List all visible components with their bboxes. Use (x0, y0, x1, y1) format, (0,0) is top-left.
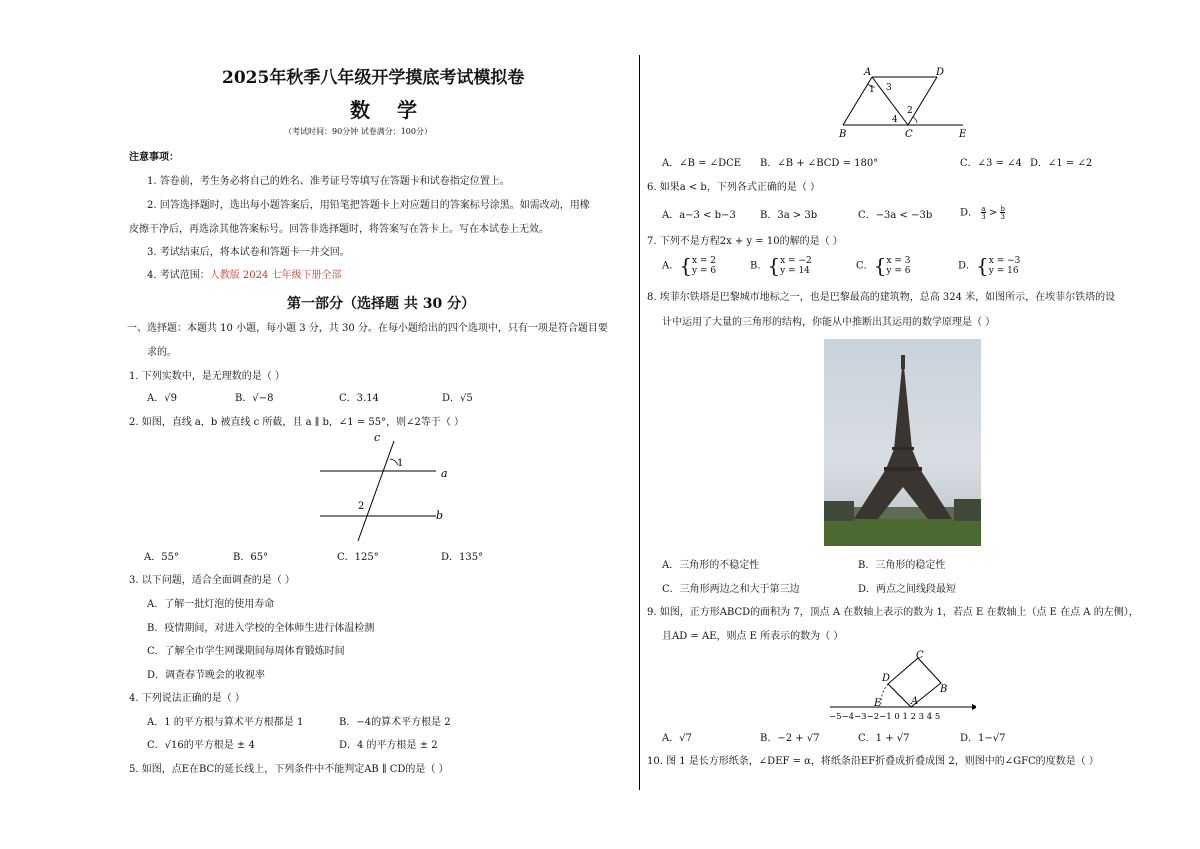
option-d: D．两点之间线段最短 (858, 584, 957, 595)
parallelogram-figure (835, 65, 975, 141)
question-stem: 7. 下列不是方程2x + y = 10的解的是（ ） (647, 236, 843, 247)
label-angle-3: 3 (886, 83, 892, 93)
option-a: A．55° (144, 552, 179, 563)
label-A: A (911, 696, 919, 707)
exam-title: 2025年秋季八年级开学摸底考试模拟卷 (222, 68, 525, 88)
option-d: D．1−√7 (960, 733, 1006, 744)
parallel-lines-figure (318, 433, 458, 545)
option-d: D．√5 (442, 393, 473, 404)
question-stem: 且AD = AE，则点 E 所表示的数为（ ） (662, 631, 844, 642)
option-a: A．1 的平方根与算术平方根都是 1 (147, 717, 304, 728)
option-a: A．a−3 < b−3 (662, 210, 736, 221)
notice-item: 皮擦干净后，再选涂其他答案标号。回答非选择题时，将答案写在答卡上。写在本试卷上无效。 (129, 224, 549, 235)
option-d: D．4 的平方根是 ± 2 (339, 740, 438, 751)
label-angle-1: 1 (397, 458, 404, 469)
question-stem: 5. 如图，点E在BC的延长线上，下列条件中不能判定AB ∥ CD的是（ ） (129, 764, 449, 775)
option-b: B．−2 + √7 (760, 733, 820, 744)
label-b: b (436, 509, 444, 522)
option-b: B．√−8 (235, 393, 274, 404)
option-d: D．调查春节晚会的收视率 (147, 670, 266, 681)
label-D: D (882, 673, 891, 684)
option-b: B．{x = −2 y = 14 (750, 253, 812, 278)
exam-scope: 人教版 2024 七年级下册全部 (209, 270, 342, 281)
option-c: C．三角形两边之和大于第三边 (662, 584, 800, 595)
number-line-figure (826, 648, 976, 724)
question-stem: 4. 下列说法正确的是（ ） (129, 693, 245, 704)
label-c: c (374, 433, 381, 444)
label-angle-4: 4 (892, 115, 898, 125)
label-angle-2: 2 (907, 106, 913, 116)
label-C: C (916, 650, 924, 661)
notice-item: 1. 答卷前，考生务必将自己的姓名、准考证号等填写在答题卡和试卷指定位置上。 (147, 176, 510, 187)
option-c: C．了解全市学生网课期间每周体育锻炼时间 (147, 646, 345, 657)
part1-intro: 一、选择题：本题共 10 小题，每小题 3 分，共 30 分。在每小题给出的四个选项中，只有一项是符合题目要 (127, 323, 608, 334)
notice-title: 注意事项： (129, 152, 179, 163)
option-b: B．−4的算术平方根是 2 (339, 717, 451, 728)
option-a: A．∠B = ∠DCE (662, 158, 742, 169)
label-B: B (839, 129, 847, 140)
option-c: C．−3a < −3b (858, 210, 933, 221)
option-b: B．三角形的稳定性 (858, 560, 946, 571)
label-a: a (441, 467, 448, 480)
option-c: C．√16的平方根是 ± 4 (147, 740, 255, 751)
label-E: E (959, 129, 967, 140)
label-B: B (940, 684, 948, 695)
column-divider (639, 55, 640, 790)
question-stem: 2. 如图，直线 a，b 被直线 c 所截，且 a ∥ b，∠1 = 55°，则∠2等于（ ） (129, 417, 465, 428)
label-A: A (864, 67, 872, 78)
question-stem: 计中运用了大量的三角形的结构，你能从中推断出其运用的数学原理是（ ） (662, 317, 996, 328)
label-angle-1: 1 (869, 85, 875, 95)
label-angle-2: 2 (358, 501, 365, 512)
option-c: C．125° (337, 552, 379, 563)
notice-item: 4. 考试范围：人教版 2024 七年级下册全部 (147, 270, 342, 281)
eiffel-tower-photo (824, 339, 981, 546)
question-stem: 8. 埃菲尔铁塔是巴黎城市地标之一，也是巴黎最高的建筑物，总高 324 米，如图所示，在埃菲尔铁塔的设 (647, 292, 1116, 303)
notice-item: 2. 回答选择题时，选出每小题答案后，用铅笔把答题卡上对应题目的答案标号涂黑。如需改动，用橡 (147, 200, 590, 211)
option-a: A．{x = 2 y = 6 (662, 253, 717, 278)
option-c: C．1 + √7 (858, 733, 910, 744)
question-stem: 3. 以下问题，适合全面调查的是（ ） (129, 575, 295, 586)
question-stem: 6. 如果a < b，下列各式正确的是（ ） (647, 182, 820, 193)
option-d: D．{x = −3 y = 16 (958, 253, 1021, 278)
part1-title: 第一部分（选择题 共 30 分） (287, 296, 476, 312)
option-d: D． $\frac{a}{3} > \frac{b}{3}$ (960, 205, 1005, 221)
option-a: A．√9 (147, 393, 177, 404)
option-d: D．135° (441, 552, 484, 563)
exam-info: （考试时间：90分钟 试卷满分：100分） (284, 127, 432, 136)
question-stem: 10. 图 1 是长方形纸条，∠DEF = α，将纸条沿EF折叠成折叠成图 2，则图中的∠GFC的度数是（ ） (647, 756, 1099, 767)
option-c: C．{x = 3 y = 6 (856, 253, 911, 278)
option-a: A．了解一批灯泡的使用寿命 (147, 599, 275, 610)
option-a: A．三角形的不稳定性 (662, 560, 760, 571)
option-d: D．∠1 = ∠2 (1030, 158, 1093, 169)
option-c: C．∠3 = ∠4 (960, 158, 1022, 169)
exam-subject: 数 学 (350, 98, 427, 122)
option-b: B．∠B + ∠BCD = 180° (760, 158, 879, 169)
option-b: B．65° (233, 552, 269, 563)
question-stem: 1. 下列实数中，是无理数的是（ ） (129, 371, 285, 382)
label-D: D (936, 67, 945, 78)
option-c: C．3.14 (339, 393, 379, 404)
label-C: C (905, 129, 913, 140)
option-b: B．3a > 3b (760, 210, 818, 221)
option-a: A．√7 (662, 733, 692, 744)
part1-intro: 求的。 (147, 347, 177, 358)
option-b: B．疫情期间，对进入学校的全体师生进行体温检测 (147, 623, 375, 634)
label-E: E (874, 698, 882, 709)
question-stem: 9. 如图，正方形ABCD的面积为 7，顶点 A 在数轴上表示的数为 1，若点 E 在数轴上（点 E 在点 A 的左侧）， (647, 607, 1139, 618)
axis-labels: −5−4−3−2−1 0 1 2 3 4 5 (829, 712, 941, 722)
notice-item: 3. 考试结束后，将本试卷和答题卡一并交回。 (147, 247, 350, 258)
